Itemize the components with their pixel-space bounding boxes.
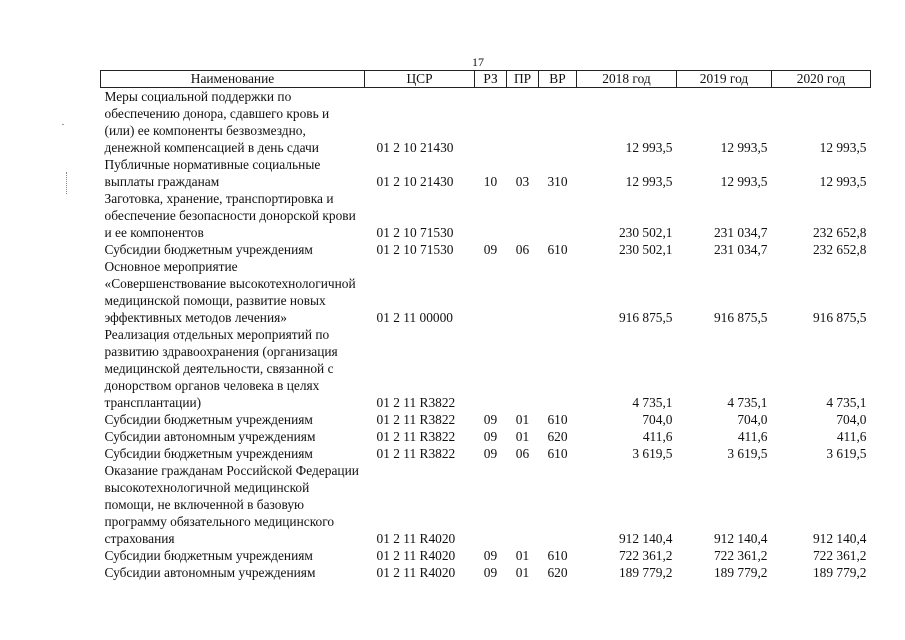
cell-csr: 01 2 11 R3822 xyxy=(376,446,456,461)
cell-2019: 411,6 xyxy=(737,429,768,444)
cell-name: Заготовка, хранение, транспортировка и обеспечение безопасности донорской крови и ее компонентов xyxy=(104,191,356,240)
cell-rz xyxy=(475,326,507,411)
cell-pr: 01 xyxy=(515,548,530,563)
cell-rz: 09 xyxy=(483,548,498,563)
cell-2018: 189 779,2 xyxy=(618,565,673,580)
cell-2019: 12 993,5 xyxy=(720,174,768,189)
cell-vr: 610 xyxy=(547,548,568,563)
cell-rz: 10 xyxy=(483,174,498,189)
cell-pr xyxy=(507,462,539,547)
cell-pr xyxy=(507,258,539,326)
cell-2018: 411,6 xyxy=(642,429,673,444)
cell-2020: 411,6 xyxy=(836,429,867,444)
cell-vr xyxy=(539,88,577,157)
page-number: 17 xyxy=(472,55,484,69)
cell-name: Меры социальной поддержки по обеспечению донора, сдавшего кровь и (или) ее компоненты безвозмездно, денежной компенсацией в день сдачи xyxy=(104,89,330,155)
header-2019: 2019 год xyxy=(677,71,772,88)
cell-2019: 704,0 xyxy=(737,412,768,427)
cell-2018: 230 502,1 xyxy=(618,225,673,240)
cell-csr: 01 2 11 R3822 xyxy=(376,395,456,410)
header-csr: ЦСР xyxy=(365,71,475,88)
cell-name: Субсидии бюджетным учреждениям xyxy=(104,446,313,461)
table-header-row xyxy=(101,71,871,88)
cell-vr xyxy=(539,326,577,411)
table-row xyxy=(101,241,871,258)
table-row xyxy=(101,326,871,411)
cell-pr: 03 xyxy=(515,174,530,189)
cell-2019: 4 735,1 xyxy=(727,395,768,410)
cell-pr xyxy=(507,88,539,157)
cell-pr: 06 xyxy=(515,446,530,461)
cell-pr xyxy=(507,190,539,241)
cell-csr: 01 2 11 R3822 xyxy=(376,429,456,444)
cell-csr: 01 2 11 R4020 xyxy=(376,548,456,563)
cell-2020: 232 652,8 xyxy=(812,242,867,257)
cell-2018: 12 993,5 xyxy=(625,140,673,155)
table-body xyxy=(101,88,871,582)
cell-2018: 3 619,5 xyxy=(632,446,673,461)
cell-vr: 610 xyxy=(547,242,568,257)
table-row xyxy=(101,428,871,445)
cell-vr: 620 xyxy=(547,429,568,444)
cell-vr xyxy=(539,190,577,241)
cell-2020: 704,0 xyxy=(836,412,867,427)
cell-2020: 4 735,1 xyxy=(826,395,867,410)
cell-rz: 09 xyxy=(483,565,498,580)
cell-rz: 09 xyxy=(483,429,498,444)
cell-csr: 01 2 11 R4020 xyxy=(376,565,456,580)
cell-vr: 620 xyxy=(547,565,568,580)
cell-pr: 06 xyxy=(515,242,530,257)
cell-name: Оказание гражданам Российской Федерации высокотехнологичной медицинской помощи, не включенной в базовую программу обязательного медицинского страхования xyxy=(104,463,359,546)
cell-name: Субсидии бюджетным учреждениям xyxy=(104,548,313,563)
cell-2018: 4 735,1 xyxy=(632,395,673,410)
cell-vr xyxy=(539,462,577,547)
table-row xyxy=(101,190,871,241)
cell-2019: 3 619,5 xyxy=(727,446,768,461)
header-name: Наименование xyxy=(101,71,365,88)
cell-pr: 01 xyxy=(515,412,530,427)
cell-vr: 310 xyxy=(547,174,568,189)
cell-name: Реализация отдельных мероприятий по развитию здравоохранения (организация медицинской деятельности, связанной с донорством органов человека в целях трансплантации) xyxy=(104,327,338,410)
cell-2018: 704,0 xyxy=(642,412,673,427)
cell-name: Субсидии бюджетным учреждениям xyxy=(104,242,313,257)
budget-table xyxy=(100,70,871,581)
table-row xyxy=(101,88,871,157)
cell-rz xyxy=(475,258,507,326)
margin-mark xyxy=(66,172,68,194)
cell-2020: 3 619,5 xyxy=(826,446,867,461)
cell-vr: 610 xyxy=(547,412,568,427)
cell-2018: 912 140,4 xyxy=(618,531,673,546)
cell-2018: 230 502,1 xyxy=(618,242,673,257)
header-rz: РЗ xyxy=(475,71,507,88)
cell-2018: 722 361,2 xyxy=(618,548,673,563)
cell-2019: 231 034,7 xyxy=(713,242,768,257)
cell-rz: 09 xyxy=(483,242,498,257)
cell-2020: 12 993,5 xyxy=(819,140,867,155)
header-pr: ПР xyxy=(507,71,539,88)
cell-rz xyxy=(475,462,507,547)
cell-pr: 01 xyxy=(515,565,530,580)
cell-name: Субсидии автономным учреждениям xyxy=(104,429,316,444)
cell-name: Субсидии автономным учреждениям xyxy=(104,565,316,580)
cell-csr: 01 2 10 71530 xyxy=(376,242,454,257)
table-row xyxy=(101,445,871,462)
cell-csr: 01 2 10 21430 xyxy=(376,140,454,155)
table-row xyxy=(101,564,871,581)
cell-2018: 12 993,5 xyxy=(625,174,673,189)
cell-2019: 12 993,5 xyxy=(720,140,768,155)
cell-2019: 231 034,7 xyxy=(713,225,768,240)
cell-2019: 189 779,2 xyxy=(713,565,768,580)
header-vr: ВР xyxy=(539,71,577,88)
cell-2020: 232 652,8 xyxy=(812,225,867,240)
table-row xyxy=(101,411,871,428)
cell-2020: 912 140,4 xyxy=(812,531,867,546)
cell-pr: 01 xyxy=(515,429,530,444)
cell-2019: 722 361,2 xyxy=(713,548,768,563)
table-row xyxy=(101,462,871,547)
cell-name: Субсидии бюджетным учреждениям xyxy=(104,412,313,427)
cell-name: Основное мероприятие «Совершенствование высокотехнологичной медицинской помощи, развитие новых эффективных методов лечения» xyxy=(104,259,356,325)
cell-2020: 12 993,5 xyxy=(819,174,867,189)
cell-rz xyxy=(475,190,507,241)
cell-csr: 01 2 10 71530 xyxy=(376,225,454,240)
table-row xyxy=(101,156,871,190)
cell-2018: 916 875,5 xyxy=(618,310,673,325)
cell-csr: 01 2 10 21430 xyxy=(376,174,454,189)
table-row xyxy=(101,258,871,326)
scan-speck xyxy=(62,124,64,125)
cell-name: Публичные нормативные социальные выплаты гражданам xyxy=(104,157,321,189)
cell-rz: 09 xyxy=(483,412,498,427)
cell-2020: 189 779,2 xyxy=(812,565,867,580)
cell-rz xyxy=(475,88,507,157)
cell-2019: 916 875,5 xyxy=(713,310,768,325)
table-row xyxy=(101,547,871,564)
cell-pr xyxy=(507,326,539,411)
header-2018: 2018 год xyxy=(577,71,677,88)
cell-2020: 916 875,5 xyxy=(812,310,867,325)
cell-csr: 01 2 11 R3822 xyxy=(376,412,456,427)
cell-rz: 09 xyxy=(483,446,498,461)
cell-vr xyxy=(539,258,577,326)
cell-vr: 610 xyxy=(547,446,568,461)
cell-csr: 01 2 11 R4020 xyxy=(376,531,456,546)
cell-csr: 01 2 11 00000 xyxy=(376,310,453,325)
cell-2020: 722 361,2 xyxy=(812,548,867,563)
header-2020: 2020 год xyxy=(772,71,871,88)
cell-2019: 912 140,4 xyxy=(713,531,768,546)
